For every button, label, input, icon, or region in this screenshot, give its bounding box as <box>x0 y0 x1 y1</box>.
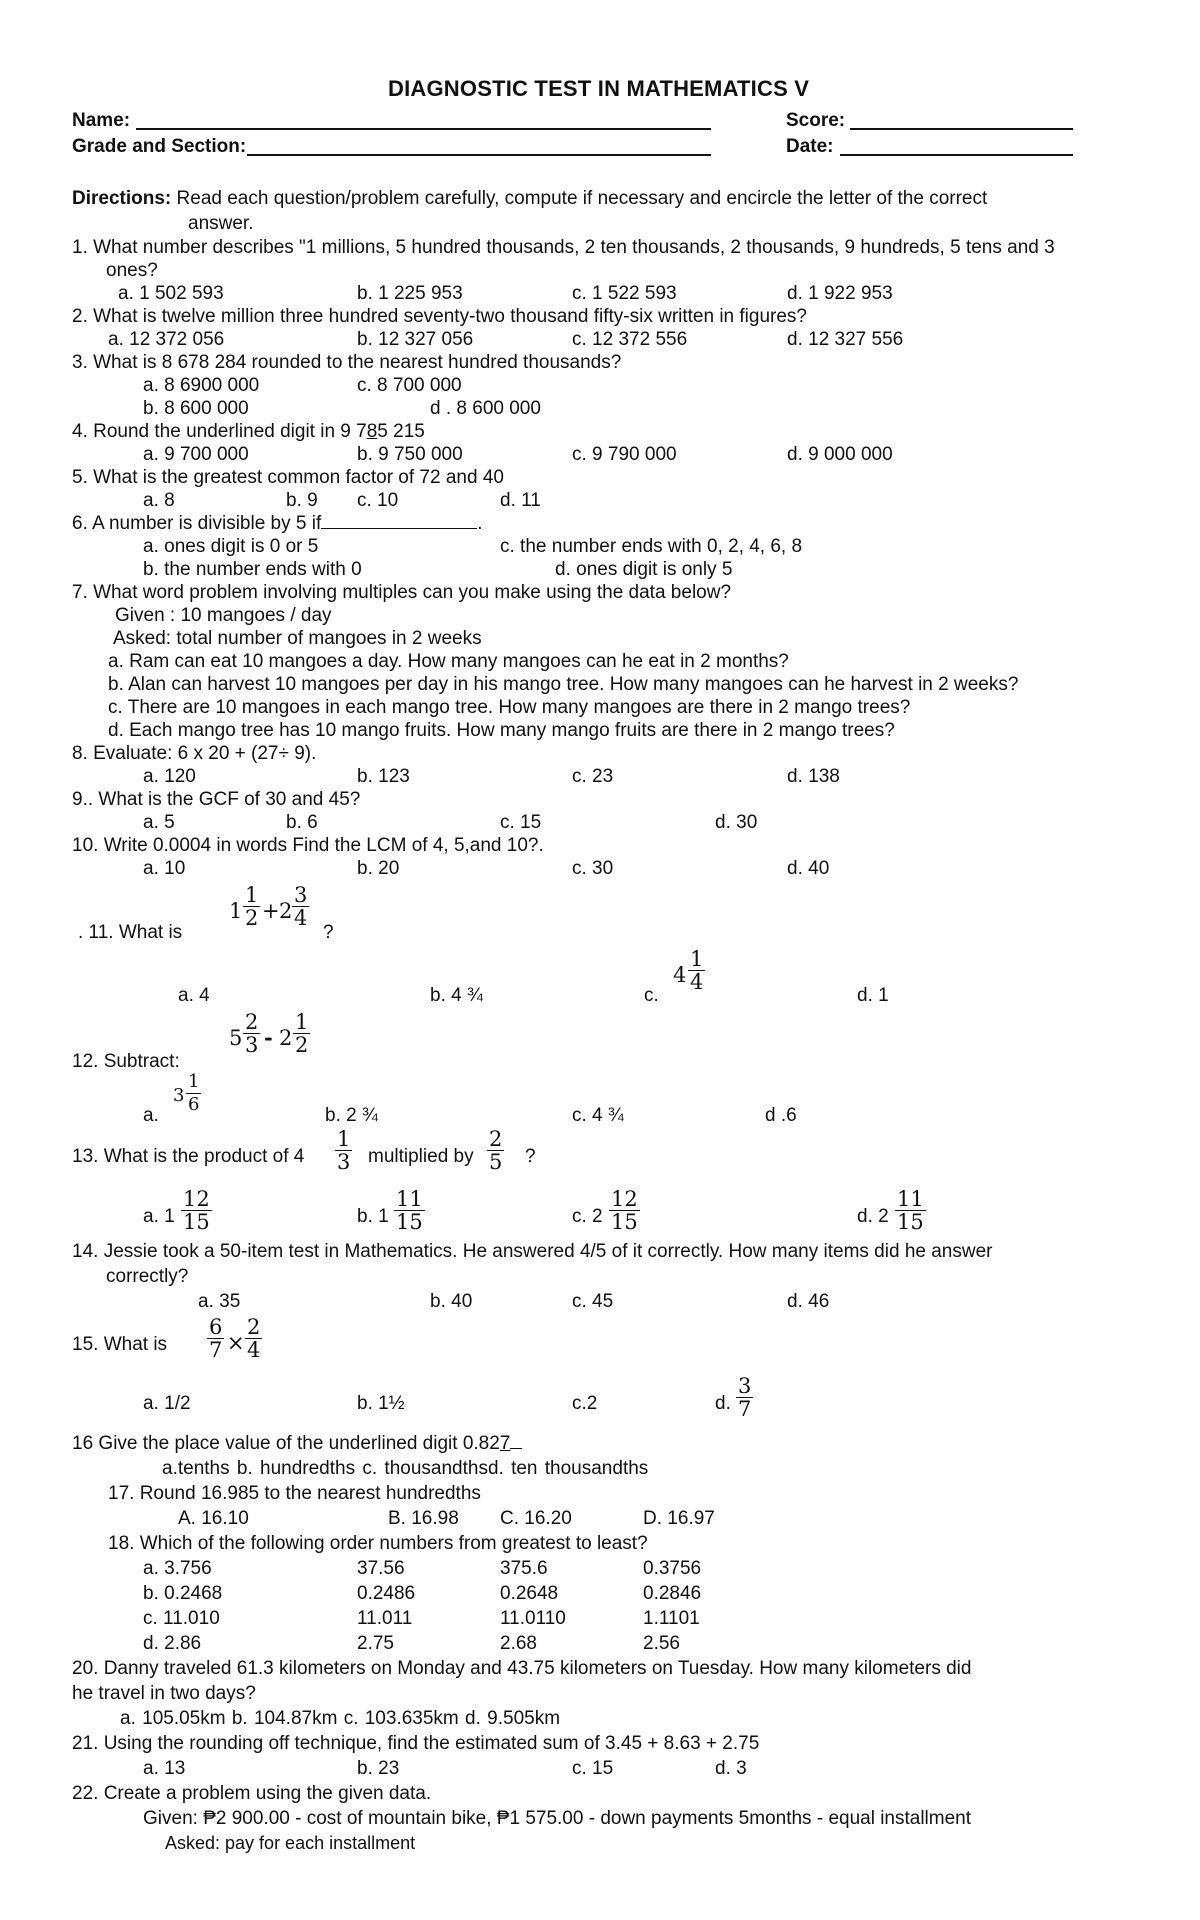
q10-option-a[interactable]: a. 10 <box>143 858 186 879</box>
q11-numerator-2: 3 <box>294 883 308 907</box>
q12-minus: - <box>264 1025 273 1050</box>
q7-option-c[interactable]: c. There are 10 mangoes in each mango tree. How many mangoes are there in 2 mango trees? <box>108 697 911 718</box>
q17-option-c[interactable]: C. 16.20 <box>500 1508 572 1529</box>
q18-cell: 11.0110 <box>500 1608 566 1629</box>
q13-option-d-numerator: 11 <box>897 1187 924 1211</box>
q13-option-b-numerator: 11 <box>396 1187 423 1211</box>
q15-text: 15. What is <box>72 1334 168 1355</box>
q21-option-b[interactable]: b. 23 <box>357 1758 400 1779</box>
q7-asked: Asked: total number of mangoes in 2 weeks <box>113 628 482 649</box>
q13-option-c-fraction <box>609 1188 640 1233</box>
q20-text-2: he travel in two days? <box>72 1683 256 1704</box>
q11-text: . 11. What is <box>78 922 183 943</box>
q13-option-b-fraction <box>394 1188 425 1233</box>
q18-cell: 0.2486 <box>357 1583 416 1604</box>
q12-option-a-label: a. <box>143 1105 159 1126</box>
q18-cell: 375.6 <box>500 1558 548 1579</box>
q12-option-a-fraction <box>186 1071 201 1116</box>
q13-option-c-denominator: 15 <box>611 1210 638 1234</box>
q4-text-post: 5 215 <box>377 421 425 442</box>
q12-fraction-2 <box>293 1011 310 1056</box>
q18-cell: 0.3756 <box>643 1558 702 1579</box>
q6-text <box>72 513 483 535</box>
q5-option-c[interactable]: c. 10 <box>357 490 399 511</box>
q22-given: Given: ₱2 900.00 - cost of mountain bike, ₱1 575.00 - down payments 5months - equal installment <box>143 1808 972 1829</box>
q13-fraction-2 <box>487 1128 504 1173</box>
directions-text-2: answer. <box>188 213 254 234</box>
q12-option-b[interactable]: b. 2 ¾ <box>325 1105 378 1126</box>
q18-cell: b. 0.2468 <box>143 1583 223 1604</box>
q5-option-d[interactable]: d. 11 <box>500 490 541 511</box>
q5-text: 5. What is the greatest common factor of 72 and 40 <box>72 467 504 488</box>
q11-option-c-numerator: 1 <box>690 947 704 971</box>
q5-option-b[interactable]: b. 9 <box>286 490 318 511</box>
name-field[interactable] <box>136 128 711 130</box>
q6-option-b[interactable]: b. the number ends with 0 <box>143 559 362 580</box>
q15-fraction-2 <box>245 1316 262 1361</box>
q14-option-a[interactable]: a. 35 <box>198 1291 241 1312</box>
directions <box>72 188 987 210</box>
score-label: Score: <box>786 110 846 131</box>
q11-question-mark: ? <box>323 922 334 943</box>
q11-option-c-fraction <box>688 948 705 993</box>
q1-text-2: ones? <box>106 260 158 281</box>
q1-text: 1. What number describes "1 millions, 5 hundred thousands, 2 ten thousands, 2 thousands, 9 hundreds, 5 tens and 3 <box>72 237 1055 258</box>
q16-text <box>72 1433 522 1455</box>
q18-cell: 2.56 <box>643 1633 680 1654</box>
q6-text-main: 6. A number is divisible by 5 if <box>72 513 322 534</box>
q2-option-c[interactable]: c. 12 372 556 <box>572 329 688 350</box>
q8-text: 8. Evaluate: 6 x 20 + (27÷ 9). <box>72 743 317 764</box>
q11-numerator-1: 1 <box>245 883 259 907</box>
q9-option-c[interactable]: c. 15 <box>500 812 542 833</box>
q4-option-b[interactable]: b. 9 750 000 <box>357 444 463 465</box>
q2-option-b[interactable]: b. 12 327 056 <box>357 329 474 350</box>
q9-option-a[interactable]: a. 5 <box>143 812 175 833</box>
q14-option-b[interactable]: b. 40 <box>430 1291 473 1312</box>
q22-text: 22. Create a problem using the given data. <box>72 1783 432 1804</box>
q3-option-b[interactable]: b. 8 600 000 <box>143 398 249 419</box>
q10-option-d[interactable]: d. 40 <box>787 858 830 879</box>
q15-option-b[interactable]: b. 1½ <box>357 1393 405 1414</box>
q18-cell: 1.1101 <box>643 1608 700 1629</box>
q20-text: 20. Danny traveled 61.3 kilometers on Monday and 43.75 kilometers on Tuesday. How many kilometers did <box>72 1658 972 1679</box>
q18-cell: 2.68 <box>500 1633 537 1654</box>
q13-option-d-denominator: 15 <box>897 1210 924 1234</box>
q13-option-c-numerator: 12 <box>611 1187 638 1211</box>
q10-option-c[interactable]: c. 30 <box>572 858 614 879</box>
q13-option-c-label: c. 2 <box>572 1206 603 1227</box>
q12-denominator-1: 3 <box>245 1033 259 1057</box>
q12-text: 12. Subtract: <box>72 1051 180 1072</box>
q18-cell: 0.2846 <box>643 1583 702 1604</box>
q6-text-end: . <box>477 513 483 534</box>
q9-option-d[interactable]: d. 30 <box>715 812 758 833</box>
q8-option-c[interactable]: c. 23 <box>572 766 614 787</box>
q15-option-d-fraction <box>736 1375 753 1420</box>
q15-option-d-numerator: 3 <box>738 1374 752 1398</box>
q11-option-c-label: c. <box>644 985 659 1006</box>
q15-option-d-denominator: 7 <box>738 1397 752 1421</box>
q4-option-c[interactable]: c. 9 790 000 <box>572 444 677 465</box>
q20-options[interactable]: a. 105.05km b. 104.87km c. 103.635km d. 9.505km <box>120 1708 561 1729</box>
q7-text: 7. What word problem involving multiples can you make using the data below? <box>72 582 732 603</box>
q15-times: × <box>227 1331 245 1355</box>
q2-option-a[interactable]: a. 12 372 056 <box>108 329 225 350</box>
grade-section-label: Grade and Section: <box>72 136 247 157</box>
q13-denominator-2: 5 <box>489 1150 503 1174</box>
q11-whole-1: 1 <box>229 899 243 923</box>
q4-text <box>72 421 425 443</box>
q12-option-a-denominator: 6 <box>188 1094 200 1115</box>
directions-label: Directions: <box>72 188 172 209</box>
q15-option-a[interactable]: a. 1/2 <box>143 1393 191 1414</box>
q1-option-a[interactable]: a. 1 502 593 <box>118 283 224 304</box>
date-label: Date: <box>786 136 834 157</box>
q18-cell: 11.011 <box>357 1608 413 1629</box>
q11-fraction-2 <box>292 884 309 929</box>
q7-option-a[interactable]: a. Ram can eat 10 mangoes a day. How many mangoes can he eat in 2 months? <box>108 651 789 672</box>
q21-option-c[interactable]: c. 15 <box>572 1758 614 1779</box>
q13-numerator-1: 1 <box>337 1127 351 1151</box>
q15-option-c[interactable]: c.2 <box>572 1393 598 1414</box>
q18-cell: c. 11.010 <box>143 1608 220 1629</box>
q14-text: 14. Jessie took a 50-item test in Mathematics. He answered 4/5 of it correctly. How many items did he answer <box>72 1241 993 1262</box>
q16-options[interactable]: a.tenths b. hundredths c. thousandthsd. ten thousandths <box>162 1458 649 1479</box>
q15-denominator-2: 4 <box>247 1338 261 1362</box>
q13-denominator-1: 3 <box>337 1150 351 1174</box>
name-label: Name: <box>72 110 131 131</box>
q10-text: 10. Write 0.0004 in words Find the LCM of 4, 5,and 10?. <box>72 835 544 856</box>
q11-whole-2: 2 <box>279 899 293 923</box>
q13-text-mid: multiplied by <box>368 1146 474 1167</box>
q14-option-c[interactable]: c. 45 <box>572 1291 614 1312</box>
q11-fraction-1 <box>243 884 260 929</box>
q15-numerator-1: 6 <box>209 1315 223 1339</box>
q13-question-mark: ? <box>525 1146 536 1167</box>
q7-option-d[interactable]: d. Each mango tree has 10 mango fruits. How many mango fruits are there in 2 mango trees? <box>108 720 895 741</box>
q7-given: Given : 10 mangoes / day <box>115 605 332 626</box>
q18-cell: 37.56 <box>357 1558 405 1579</box>
q11-option-b[interactable]: b. 4 ¾ <box>430 985 483 1006</box>
q2-text: 2. What is twelve million three hundred seventy-two thousand fifty-six written in figures? <box>72 306 807 327</box>
q12-option-d[interactable]: d .6 <box>765 1105 797 1126</box>
q18-cell: d. 2.86 <box>143 1633 202 1654</box>
q18-cell: 0.2648 <box>500 1583 559 1604</box>
page-title: DIAGNOSTIC TEST IN MATHEMATICS V <box>388 76 810 101</box>
q13-fraction-1 <box>335 1128 352 1173</box>
q11-denominator-1: 2 <box>245 906 259 930</box>
q12-denominator-2: 2 <box>295 1033 309 1057</box>
q15-denominator-1: 7 <box>209 1338 223 1362</box>
q7-option-b[interactable]: b. Alan can harvest 10 mangoes per day in his mango tree. How many mangoes can he harvest in 2 weeks? <box>108 674 1019 695</box>
q13-option-b-label: b. 1 <box>357 1206 389 1227</box>
q13-option-a-denominator: 15 <box>183 1210 210 1234</box>
q18-cell: a. 3.756 <box>143 1558 212 1579</box>
q2-option-d[interactable]: d. 12 327 556 <box>787 329 904 350</box>
q1-option-b[interactable]: b. 1 225 953 <box>357 283 463 304</box>
q9-option-b[interactable]: b. 6 <box>286 812 318 833</box>
q13-option-a-numerator: 12 <box>183 1187 210 1211</box>
q17-text: 17. Round 16.985 to the nearest hundredths <box>108 1483 481 1504</box>
q12-numerator-2: 1 <box>295 1010 309 1034</box>
q15-option-d-label: d. <box>715 1393 731 1414</box>
q16-underlined-digit: 7 <box>499 1433 511 1454</box>
q1-option-d[interactable]: d. 1 922 953 <box>787 283 893 304</box>
q11-plus: + <box>262 899 280 923</box>
q21-option-d[interactable]: d. 3 <box>715 1758 747 1779</box>
q12-option-c[interactable]: c. 4 ¾ <box>572 1105 624 1126</box>
q8-option-d[interactable]: d. 138 <box>787 766 840 787</box>
q13-option-d-label: d. 2 <box>857 1206 889 1227</box>
q17-option-a[interactable]: A. 16.10 <box>178 1508 249 1529</box>
q12-whole-1: 5 <box>229 1026 243 1050</box>
q5-option-a[interactable]: a. 8 <box>143 490 175 511</box>
score-field[interactable] <box>850 128 1073 130</box>
date-field[interactable] <box>840 154 1073 156</box>
q10-option-b[interactable]: b. 20 <box>357 858 400 879</box>
q14-option-d[interactable]: d. 46 <box>787 1291 830 1312</box>
q6-option-c[interactable]: c. the number ends with 0, 2, 4, 6, 8 <box>500 536 803 557</box>
q3-text: 3. What is 8 678 284 rounded to the nearest hundred thousands? <box>72 352 622 373</box>
q22-asked: Asked: pay for each installment <box>165 1833 416 1853</box>
q16-blank <box>510 1448 522 1449</box>
q11-option-d[interactable]: d. 1 <box>857 985 889 1006</box>
q6-option-d[interactable]: d. ones digit is only 5 <box>555 559 733 580</box>
q16-text-pre: 16 Give the place value of the underlined digit 0.82 <box>72 1433 500 1454</box>
q4-underlined-digit: 8 <box>366 421 378 442</box>
grade-section-field[interactable] <box>247 154 711 156</box>
q4-option-d[interactable]: d. 9 000 000 <box>787 444 893 465</box>
q13-numerator-2: 2 <box>489 1127 503 1151</box>
q11-option-a[interactable]: a. 4 <box>178 985 210 1006</box>
q13-option-b-denominator: 15 <box>396 1210 423 1234</box>
q12-option-a-whole: 3 <box>173 1085 185 1106</box>
q11-denominator-2: 4 <box>294 906 308 930</box>
q13-option-a-label: a. 1 <box>143 1206 175 1227</box>
q21-option-a[interactable]: a. 13 <box>143 1758 186 1779</box>
q3-option-c[interactable]: c. 8 700 000 <box>357 375 462 396</box>
q12-option-a-numerator: 1 <box>188 1071 200 1092</box>
directions-text: Read each question/problem carefully, compute if necessary and encircle the letter of the correct <box>176 188 988 209</box>
q17-option-b[interactable]: B. 16.98 <box>388 1508 459 1529</box>
q8-option-a[interactable]: a. 120 <box>143 766 196 787</box>
q6-option-a[interactable]: a. ones digit is 0 or 5 <box>143 536 319 557</box>
q12-fraction-1 <box>243 1011 260 1056</box>
q4-option-a[interactable]: a. 9 700 000 <box>143 444 249 465</box>
q18-cell: 2.75 <box>357 1633 394 1654</box>
q4-text-pre: 4. Round the underlined digit in 9 7 <box>72 421 367 442</box>
q15-numerator-2: 2 <box>247 1315 261 1339</box>
q9-text: 9.. What is the GCF of 30 and 45? <box>72 789 361 810</box>
q12-whole-2: 2 <box>279 1026 293 1050</box>
q1-option-c[interactable]: c. 1 522 593 <box>572 283 677 304</box>
q3-option-d[interactable]: d . 8 600 000 <box>430 398 541 419</box>
q11-option-c-denominator: 4 <box>690 970 704 994</box>
q18-text: 18. Which of the following order numbers from greatest to least? <box>108 1533 648 1554</box>
q17-option-d[interactable]: D. 16.97 <box>643 1508 715 1529</box>
q14-text-2: correctly? <box>106 1266 189 1287</box>
q21-text: 21. Using the rounding off technique, find the estimated sum of 3.45 + 8.63 + 2.75 <box>72 1733 760 1754</box>
q6-blank <box>321 528 477 529</box>
q3-option-a[interactable]: a. 8 6900 000 <box>143 375 260 396</box>
q15-fraction-1 <box>207 1316 224 1361</box>
q11-option-c-whole: 4 <box>673 963 687 987</box>
q13-option-a-fraction <box>181 1188 212 1233</box>
q13-text: 13. What is the product of 4 <box>72 1146 305 1167</box>
q12-numerator-1: 2 <box>245 1010 259 1034</box>
q13-option-d-fraction <box>895 1188 926 1233</box>
q8-option-b[interactable]: b. 123 <box>357 766 410 787</box>
